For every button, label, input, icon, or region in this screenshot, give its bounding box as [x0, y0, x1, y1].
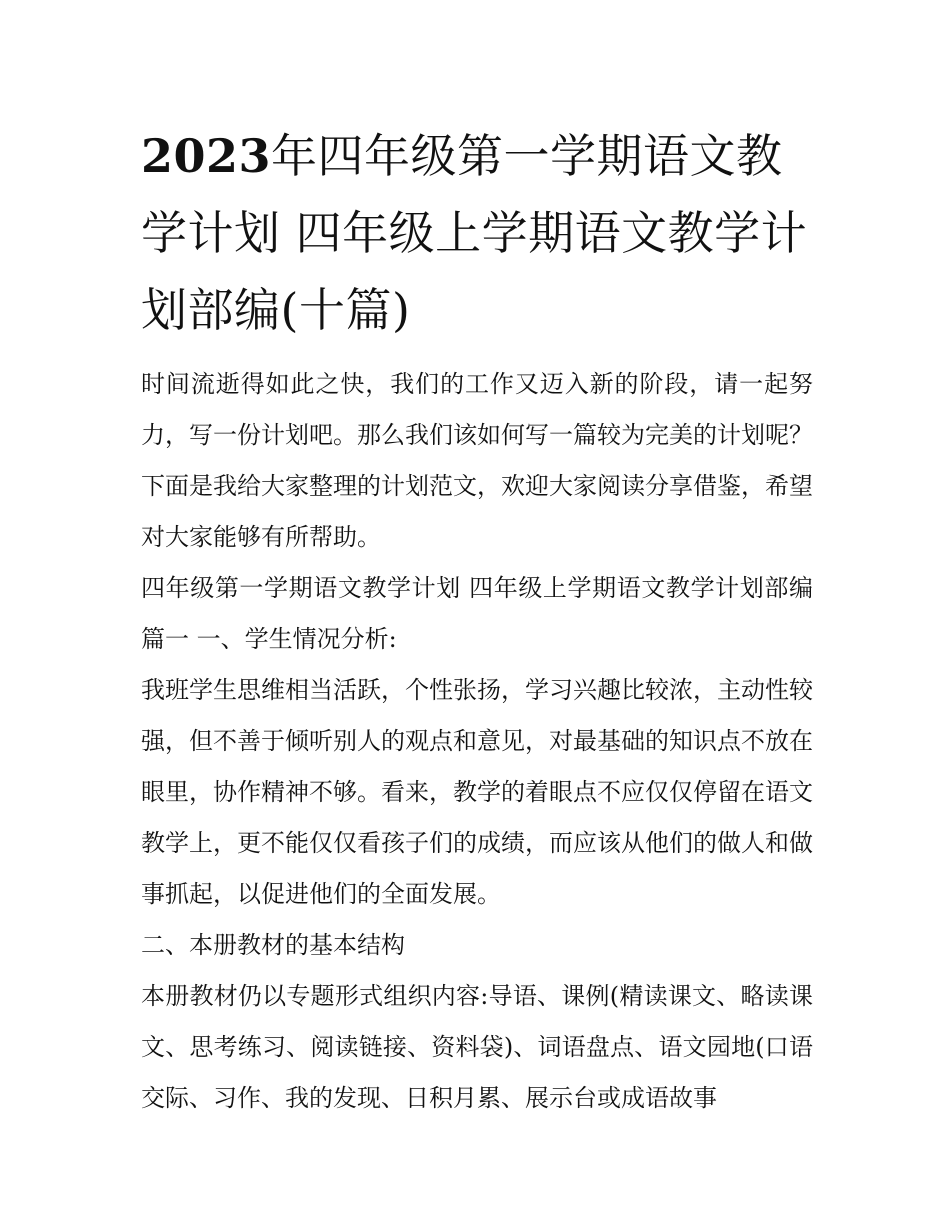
title-text: 年四年级第一学期语文教学计划 四年级上学期语文教学计划部编(十篇): [141, 129, 808, 337]
title-year: 2023: [141, 129, 272, 183]
student-analysis-paragraph: 我班学生思维相当活跃，个性张扬，学习兴趣比较浓，主动性较强，但不善于倾听别人的观点和意见，对最基础的知识点不放在眼里，协作精神不够。看来，教学的着眼点不应仅仅停留在语文教学上，更不能仅仅看孩子们的成绩，而应该从他们的做人和做事抓起，以促进他们的全面发展。: [141, 676, 813, 908]
textbook-structure-paragraph: 本册教材仍以专题形式组织内容:导语、课例(精读课文、略读课文、思考练习、阅读链接、资料袋)、词语盘点、语文园地(口语交际、习作、我的发现、日积月累、展示台或成语故事: [141, 982, 813, 1112]
document-title: [141, 118, 813, 349]
document-body: [141, 359, 813, 1124]
intro-paragraph: 时间流逝得如此之快，我们的工作又迈入新的阶段，请一起努力，写一份计划吧。那么我们该如何写一篇较为完美的计划呢？下面是我给大家整理的计划范文，欢迎大家阅读分享借鉴，希望对大家能够有所帮助。: [141, 370, 813, 551]
section-heading-paragraph: 四年级第一学期语文教学计划 四年级上学期语文教学计划部编篇一 一、学生情况分析:: [141, 574, 813, 653]
section-heading-structure: 二、本册教材的基本结构: [141, 931, 405, 959]
document-page: [141, 118, 813, 1124]
